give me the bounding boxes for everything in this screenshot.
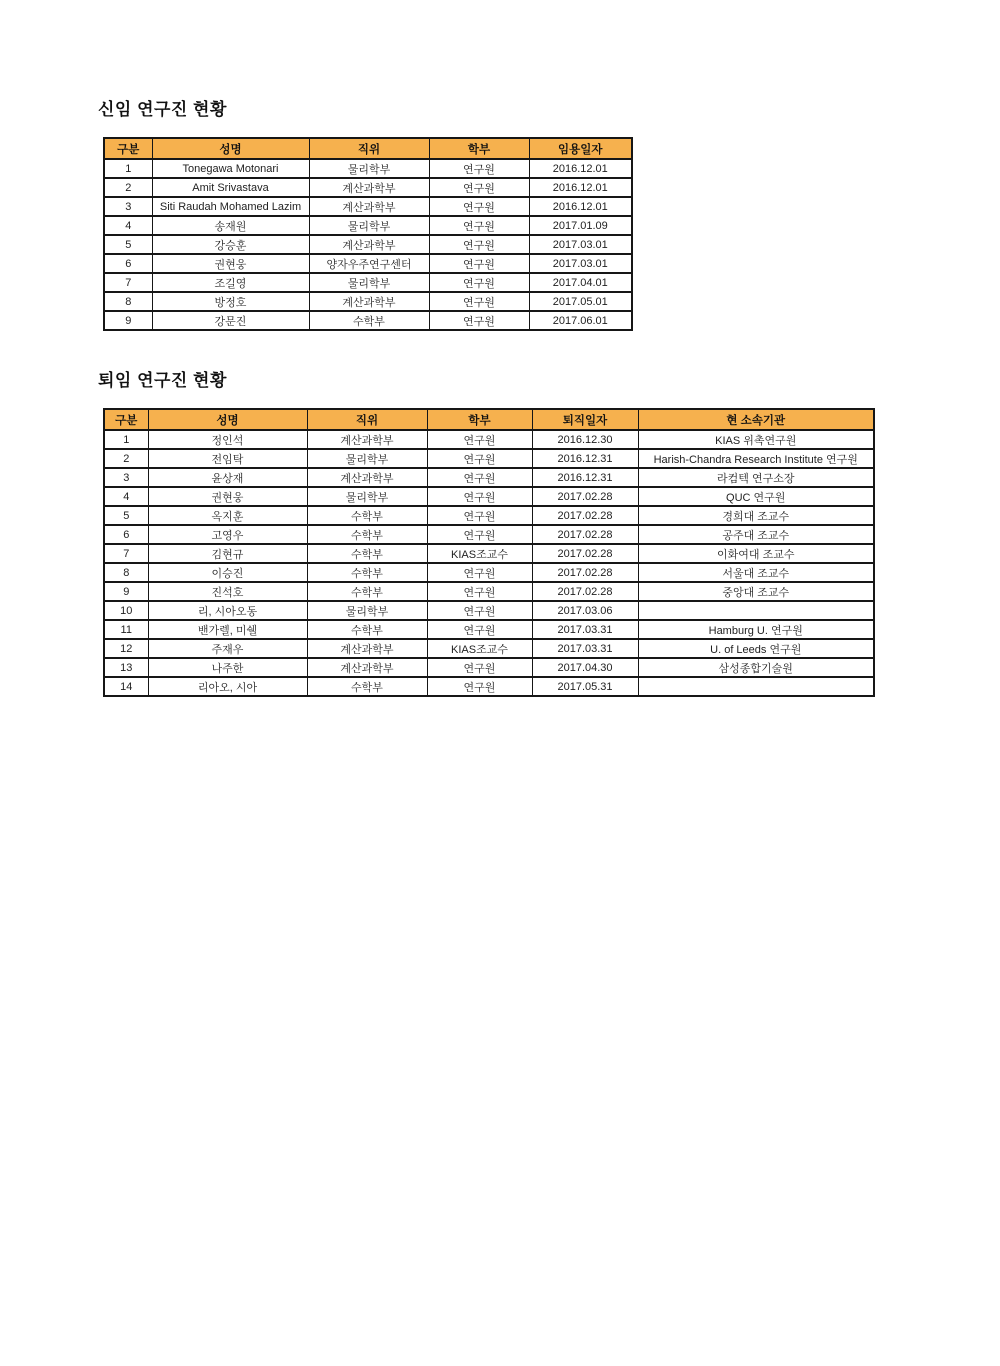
table-cell: 2017.02.28 (532, 487, 638, 506)
table-cell: 4 (104, 216, 152, 235)
table-cell: 라컴텍 연구소장 (638, 468, 874, 487)
table-cell: 2016.12.31 (532, 449, 638, 468)
table-cell: 서울대 조교수 (638, 563, 874, 582)
table-cell: 연구원 (427, 506, 532, 525)
table-row (104, 658, 874, 677)
table-cell: 리, 시아오동 (148, 601, 307, 620)
column-header: 퇴직일자 (532, 409, 638, 430)
table-cell: 2017.05.01 (529, 292, 632, 311)
table-cell: 2016.12.31 (532, 468, 638, 487)
table-cell: 연구원 (427, 601, 532, 620)
table-cell: 2017.03.01 (529, 235, 632, 254)
table-cell (638, 677, 874, 696)
table-cell: 이화여대 조교수 (638, 544, 874, 563)
table-cell: 물리학부 (307, 487, 427, 506)
table-row (104, 216, 632, 235)
table-cell: 2017.04.30 (532, 658, 638, 677)
column-header: 학부 (429, 138, 529, 159)
table-cell: 권현웅 (152, 254, 309, 273)
section-new-researchers (98, 95, 1000, 331)
table-cell (638, 601, 874, 620)
table-cell: 계산과학부 (307, 639, 427, 658)
table-cell: 연구원 (427, 430, 532, 449)
table-cell: KIAS조교수 (427, 639, 532, 658)
table-cell: 계산과학부 (309, 235, 429, 254)
table-cell: Hamburg U. 연구원 (638, 620, 874, 639)
table-cell: 양자우주연구센터 (309, 254, 429, 273)
table-cell: 연구원 (429, 178, 529, 197)
table-cell: 강승훈 (152, 235, 309, 254)
table-cell: 2017.04.01 (529, 273, 632, 292)
column-header: 성명 (148, 409, 307, 430)
table-cell: 7 (104, 544, 148, 563)
table-cell: 수학부 (307, 525, 427, 544)
column-header: 성명 (152, 138, 309, 159)
table-cell: 주재우 (148, 639, 307, 658)
table-cell: 2017.02.28 (532, 582, 638, 601)
table-row (104, 563, 874, 582)
table-cell: 연구원 (427, 525, 532, 544)
table-cell: 연구원 (427, 582, 532, 601)
table-cell: 나주한 (148, 658, 307, 677)
table-row (104, 601, 874, 620)
table-cell: 연구원 (429, 159, 529, 178)
table-row (104, 235, 632, 254)
column-header: 직위 (307, 409, 427, 430)
table-cell: 2017.06.01 (529, 311, 632, 330)
column-header: 임용일자 (529, 138, 632, 159)
table-row (104, 159, 632, 178)
table-cell: 방정호 (152, 292, 309, 311)
new-researchers-title: 신임 연구진 현황 (98, 100, 227, 119)
column-header: 구분 (104, 409, 148, 430)
table-row (104, 292, 632, 311)
column-header: 직위 (309, 138, 429, 159)
table-row (104, 430, 874, 449)
table-cell: 연구원 (427, 487, 532, 506)
table-cell: 2016.12.30 (532, 430, 638, 449)
table-row (104, 449, 874, 468)
table-cell: 연구원 (429, 216, 529, 235)
table-cell: 계산과학부 (307, 658, 427, 677)
table-cell: 2017.01.09 (529, 216, 632, 235)
table-cell: 물리학부 (307, 601, 427, 620)
table-cell: 수학부 (307, 677, 427, 696)
table-cell: 7 (104, 273, 152, 292)
table-cell: 수학부 (309, 311, 429, 330)
table-row (104, 487, 874, 506)
table-cell: 밴가렐, 미쉘 (148, 620, 307, 639)
table-cell: 9 (104, 311, 152, 330)
table-cell: 고영우 (148, 525, 307, 544)
table-cell: 연구원 (429, 292, 529, 311)
table-cell: 10 (104, 601, 148, 620)
table-cell: 계산과학부 (309, 178, 429, 197)
table-cell: 수학부 (307, 582, 427, 601)
table-cell: 공주대 조교수 (638, 525, 874, 544)
table-cell: 물리학부 (307, 449, 427, 468)
table-cell: 5 (104, 235, 152, 254)
table-cell: 권현웅 (148, 487, 307, 506)
table-cell: 연구원 (429, 311, 529, 330)
table-row (104, 311, 632, 330)
table-cell: Tonegawa Motonari (152, 159, 309, 178)
table-cell: 3 (104, 468, 148, 487)
table-cell: 연구원 (429, 235, 529, 254)
table-cell: 2016.12.01 (529, 178, 632, 197)
table-cell: U. of Leeds 연구원 (638, 639, 874, 658)
table-row (104, 544, 874, 563)
table-cell: 진석호 (148, 582, 307, 601)
table-cell: 삼성종합기술원 (638, 658, 874, 677)
table-cell: 연구원 (427, 449, 532, 468)
table-cell: Siti Raudah Mohamed Lazim (152, 197, 309, 216)
table-row (104, 525, 874, 544)
table-row (104, 639, 874, 658)
table-cell: 김현규 (148, 544, 307, 563)
table-cell: 11 (104, 620, 148, 639)
table-cell: 연구원 (427, 468, 532, 487)
table-cell: 6 (104, 254, 152, 273)
new-researchers-table (103, 137, 633, 331)
column-header: 구분 (104, 138, 152, 159)
table-cell: 4 (104, 487, 148, 506)
table-cell: 정인석 (148, 430, 307, 449)
table-cell: 3 (104, 197, 152, 216)
table-row (104, 677, 874, 696)
table-cell: 연구원 (427, 658, 532, 677)
table-cell: 13 (104, 658, 148, 677)
table-cell: 2 (104, 178, 152, 197)
table-cell: 조길영 (152, 273, 309, 292)
table-cell: 연구원 (427, 620, 532, 639)
table-cell: 2017.02.28 (532, 563, 638, 582)
table-cell: 수학부 (307, 544, 427, 563)
table-cell: 중앙대 조교수 (638, 582, 874, 601)
table-cell: 2016.12.01 (529, 197, 632, 216)
table-cell: 송재원 (152, 216, 309, 235)
table-cell: 2017.02.28 (532, 506, 638, 525)
table-cell: 물리학부 (309, 216, 429, 235)
table-cell: 9 (104, 582, 148, 601)
retired-researchers-title: 퇴임 연구진 현황 (98, 371, 227, 390)
column-header: 현 소속기관 (638, 409, 874, 430)
table-cell: 2017.03.01 (529, 254, 632, 273)
table-cell: 연구원 (429, 254, 529, 273)
header-row (104, 138, 632, 159)
table-cell: 2017.03.31 (532, 620, 638, 639)
table-cell: 계산과학부 (307, 430, 427, 449)
header-row (104, 409, 874, 430)
table-row (104, 468, 874, 487)
table-cell: 8 (104, 563, 148, 582)
table-cell: 물리학부 (309, 159, 429, 178)
table-cell: 윤상재 (148, 468, 307, 487)
table-cell: 계산과학부 (309, 197, 429, 216)
table-cell: 2017.03.06 (532, 601, 638, 620)
table-row (104, 620, 874, 639)
table-cell: 5 (104, 506, 148, 525)
table-cell: 1 (104, 430, 148, 449)
table-cell: 14 (104, 677, 148, 696)
retired-researchers-table (103, 408, 875, 697)
table-cell: 강문진 (152, 311, 309, 330)
table-cell: 6 (104, 525, 148, 544)
table-cell: 2017.05.31 (532, 677, 638, 696)
table-cell: 이승진 (148, 563, 307, 582)
table-cell: 수학부 (307, 506, 427, 525)
table-cell: 물리학부 (309, 273, 429, 292)
table-cell: Harish-Chandra Research Institute 연구원 (638, 449, 874, 468)
table-row (104, 254, 632, 273)
table-cell: KIAS조교수 (427, 544, 532, 563)
table-cell: 2017.02.28 (532, 544, 638, 563)
table-cell: 2017.03.31 (532, 639, 638, 658)
table-cell: 수학부 (307, 620, 427, 639)
table-cell: 옥지훈 (148, 506, 307, 525)
table-cell: 수학부 (307, 563, 427, 582)
table-cell: QUC 연구원 (638, 487, 874, 506)
table-cell: 2017.02.28 (532, 525, 638, 544)
table-row (104, 582, 874, 601)
table-cell: 경희대 조교수 (638, 506, 874, 525)
table-cell: 2016.12.01 (529, 159, 632, 178)
table-row (104, 506, 874, 525)
table-cell: 전임탁 (148, 449, 307, 468)
table-cell: 연구원 (427, 563, 532, 582)
table-cell: 2 (104, 449, 148, 468)
section-retired-researchers (98, 366, 1000, 697)
table-row (104, 197, 632, 216)
table-cell: 1 (104, 159, 152, 178)
table-cell: 계산과학부 (309, 292, 429, 311)
table-cell: 계산과학부 (307, 468, 427, 487)
table-row (104, 273, 632, 292)
table-cell: 리아오, 시아 (148, 677, 307, 696)
table-cell: 연구원 (427, 677, 532, 696)
table-cell: Amit Srivastava (152, 178, 309, 197)
table-row (104, 178, 632, 197)
table-cell: 8 (104, 292, 152, 311)
column-header: 학부 (427, 409, 532, 430)
table-cell: 연구원 (429, 273, 529, 292)
table-cell: 12 (104, 639, 148, 658)
table-cell: KIAS 위촉연구원 (638, 430, 874, 449)
table-cell: 연구원 (429, 197, 529, 216)
